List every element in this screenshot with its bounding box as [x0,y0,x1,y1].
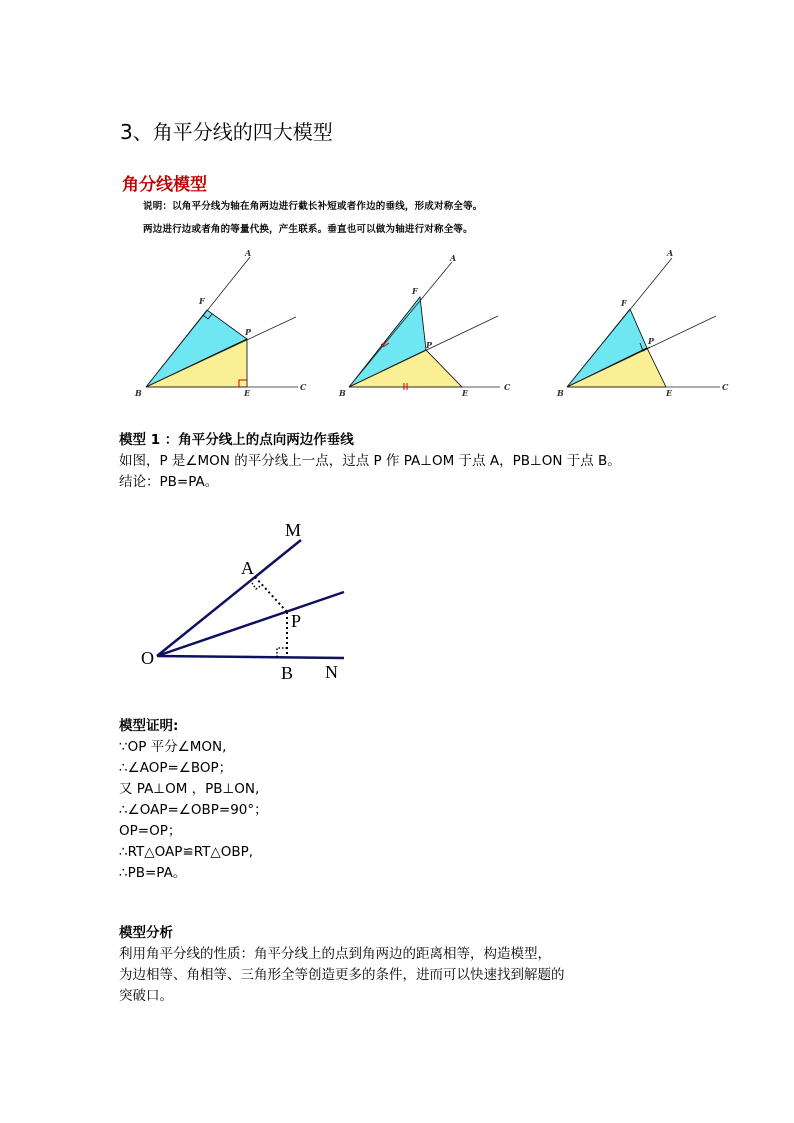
label-b: B [281,663,294,683]
note-line-1: 说明：以角平分线为轴在角两边进行截长补短或者作边的垂线，形成对称全等。 [143,201,483,212]
fig2-label-f: F [412,286,418,296]
fig2-label-e: E [462,388,469,398]
fig1-label-a: A [245,248,252,258]
fig3-label-c: C [722,382,729,392]
fig1-label-e: E [244,388,251,398]
model1-conclusion: 结论：PB=PA。 [119,474,219,490]
proof-title: 模型证明: [119,718,179,734]
fig1-label-p: P [245,327,252,337]
fig3-label-p: P [648,336,655,346]
model1-description: 如图，P 是∠MON 的平分线上一点，过点 P 作 PA⊥OM 于点 A，PB⊥ON 于点 B。 [119,453,621,469]
proof-line: ∴∠OAP=∠OBP=90°； [119,802,268,818]
model1-figure [130,510,360,690]
proof-line: ∵OP 平分∠MON, [119,739,227,755]
fig1-label-b: B [135,388,142,398]
proof-line: ∴∠AOP=∠BOP； [119,760,233,776]
label-n: N [325,662,338,682]
label-o: O [141,648,154,668]
proof-line: ∴RT△OAP≌RT△OBP, [119,844,254,860]
fig1-label-f: F [199,296,205,306]
ray-op [157,592,344,656]
note-line-2: 两边进行边或者角的等量代换，产生联系。垂直也可以做为轴进行对称全等。 [143,224,473,235]
label-a: A [241,558,254,578]
section-heading: 3、角平分线的四大模型 [120,120,333,144]
fig3-label-e: E [666,388,673,398]
analysis-line: 突破口。 [119,988,173,1004]
bisector-figures [0,240,794,410]
analysis-line: 为边相等、角相等、三角形全等创造更多的条件，进而可以快速找到解题的 [119,967,565,983]
ray-om [157,540,301,656]
label-m: M [285,520,302,540]
fig3-label-a: A [667,248,674,258]
model1-title: 模型 1 ：角平分线上的点向两边作垂线 [119,432,354,448]
fig2-label-p: P [426,340,433,350]
fig3-label-b: B [557,388,564,398]
figure-2 [338,253,511,398]
fig2-label-b: B [339,388,346,398]
label-p: P [291,611,302,631]
model-title: 角分线模型 [122,175,207,195]
fig3-label-f: F [621,298,627,308]
ray-on [157,656,344,658]
figure-3 [556,248,729,398]
fig2-label-c: C [504,382,511,392]
figure-1 [134,248,307,398]
fig1-label-c: C [300,382,307,392]
proof-line: OP=OP； [119,823,182,839]
analysis-title: 模型分析 [119,925,173,941]
perp-pa [255,577,287,612]
proof-line: ∴PB=PA。 [119,865,187,881]
proof-line: 又 PA⊥OM ，PB⊥ON, [119,781,260,797]
fig2-label-a: A [450,253,457,263]
analysis-line: 利用角平分线的性质：角平分线上的点到角两边的距离相等，构造模型， [119,946,551,962]
